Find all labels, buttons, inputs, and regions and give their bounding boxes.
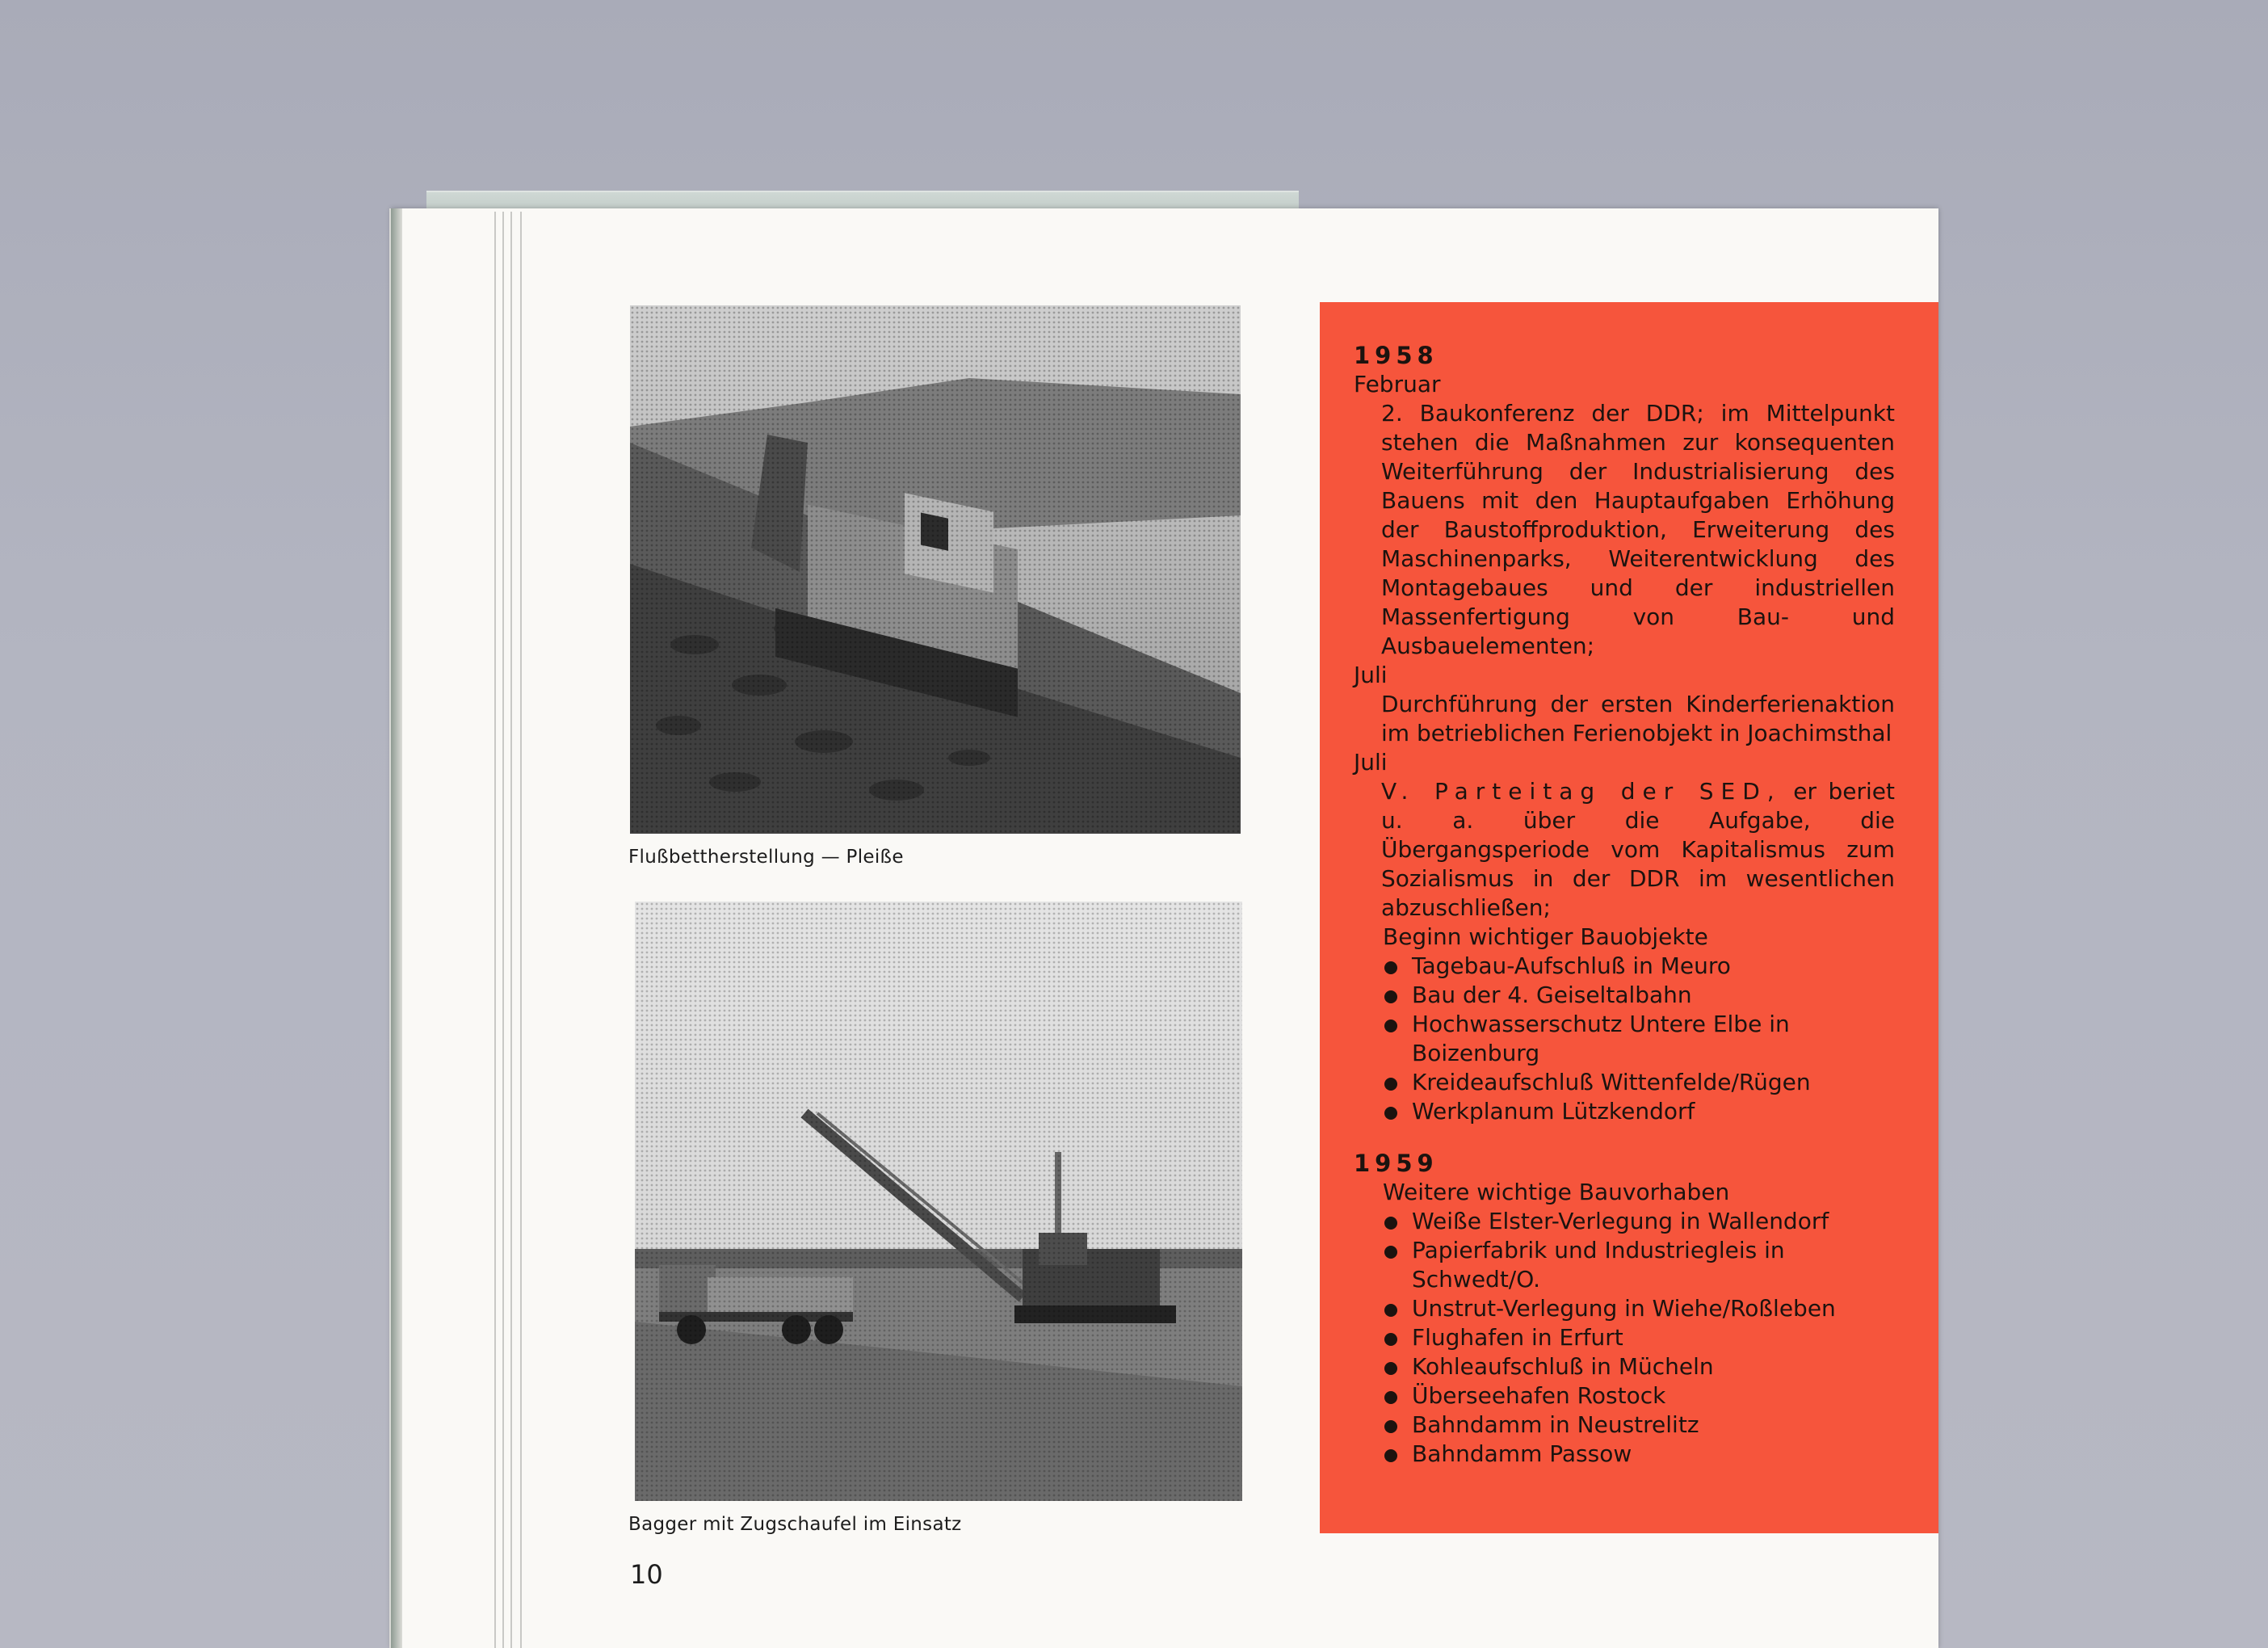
photo-caption: Bagger mit Zugschaufel im Einsatz [628,1514,962,1535]
list-item: Kohleaufschluß in Mücheln [1383,1352,1895,1381]
list-item: Weiße Elster-Verlegung in Wallendorf [1383,1207,1895,1236]
bulldozer-photo [630,305,1241,834]
list-item: Hochwasserschutz Untere Elbe in Boizenburg [1383,1010,1895,1068]
month-label: Juli [1354,749,1388,776]
year-heading: 1958 [1354,342,1438,369]
page-leaf [502,212,504,1648]
page-number: 10 [630,1559,663,1590]
projects-list-1959 [1383,1207,1895,1469]
list-item: Bahndamm in Neustrelitz [1383,1410,1895,1440]
month-label: Juli [1354,662,1388,688]
party-congress-title: V. Parteitag der SED, [1381,778,1782,805]
list-item: Bau der 4. Geiseltalbahn [1383,981,1895,1010]
list-item: Tagebau-Aufschluß in Meuro [1383,952,1895,981]
year-heading: 1959 [1354,1150,1438,1177]
photo-caption: Flußbettherstellung — Pleiße [628,847,904,868]
page-leaf [510,212,512,1648]
list-item: Werkplanum Lützkendorf [1383,1097,1895,1126]
chronicle-entry: Durchführung der ersten Kinderferienaktion im betrieblichen Ferienobjekt in Joachimsthal [1381,691,1895,746]
list-item: Kreideaufschluß Wittenfelde/Rügen [1383,1068,1895,1097]
chronicle-entry [1381,777,1895,923]
month-label: Februar [1354,371,1441,397]
party-congress-text: er beriet u. a. über die Aufgabe, die Übergangsperiode vom Kapitalismus zum Sozialismus in der DDR im wesentlichen abzuschließen; [1381,778,1896,921]
projects-intro: Weitere wichtige Bauvorhaben [1383,1179,1730,1205]
chronicle-entry: 2. Baukonferenz der DDR; im Mittelpunkt stehen die Maßnahmen zur konsequenten Weiterführung der Industrialisierung des Bauens mit den Hauptaufgaben Erhöhung der Baustoffproduktion, Erweiterung des Maschinenparks, Weiterentwicklung des Montagebaues und der industriellen Massenfertigung von Bau- und Ausbauelementen; [1381,400,1895,659]
projects-intro: Beginn wichtiger Bauobjekte [1383,923,1708,950]
list-item: Unstrut-Verlegung in Wiehe/Roßleben [1383,1294,1895,1323]
list-item: Flughafen in Erfurt [1383,1323,1895,1352]
book-spine [391,208,402,1648]
page-leaf [494,212,496,1648]
page-leaf [520,212,522,1648]
excavator-photo [635,902,1242,1501]
list-item: Papierfabrik und Industriegleis in Schwedt/O. [1383,1236,1895,1294]
chronicle-panel [1320,302,1938,1533]
list-item: Überseehafen Rostock [1383,1381,1895,1410]
list-item: Bahndamm Passow [1383,1440,1895,1469]
projects-list-1958 [1383,952,1895,1126]
